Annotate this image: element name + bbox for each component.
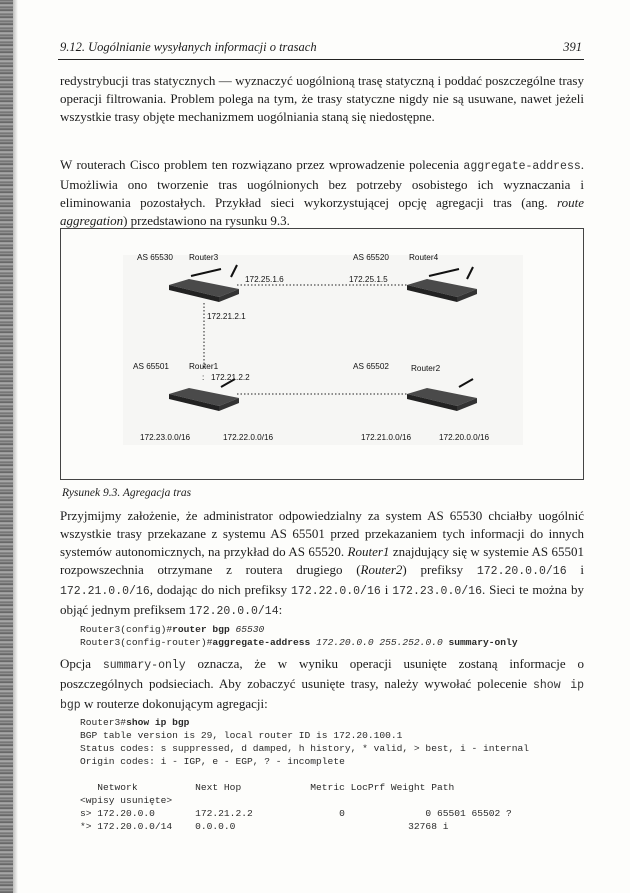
label-ip-router3-top: 172.25.1.6 — [245, 275, 284, 284]
label-as65530: AS 65530 — [137, 253, 173, 262]
label-net-172-21: 172.21.0.0/16 — [361, 433, 412, 442]
prefix: 172.22.0.0/16 — [291, 585, 381, 598]
prefix: 172.23.0.0/16 — [392, 585, 482, 598]
code-line: BGP table version is 29, local router ID is 172.20.100.1 — [80, 730, 403, 741]
code-line: *> 172.20.0.0/14 0.0.0.0 32768 i — [80, 821, 449, 832]
text: oznacza, że w wyniku operacji usunięte zostaną informacje o poszczególnych podsieciach. Aby zobaczyć usunięte trasy, należy wywołać polecenie — [60, 656, 584, 691]
label-ip-router1-up: 172.21.2.2 — [211, 373, 250, 382]
inline-command: summary-only — [102, 659, 186, 672]
network-diagram — [60, 228, 584, 480]
code-block-show-bgp — [80, 716, 529, 833]
page-number: 391 — [563, 40, 582, 54]
text: ) prefiksy — [402, 562, 477, 577]
book-binding-edge — [0, 0, 13, 893]
text: i — [566, 562, 584, 577]
figure-caption: Rysunek 9.3. Agregacja tras — [62, 487, 192, 499]
code-line: Router3(config-router)#aggregate-address 172.20.0.0 255.252.0.0 summary-only — [80, 637, 518, 648]
label-as65520: AS 65520 — [353, 253, 389, 262]
paragraph-3 — [60, 507, 584, 621]
label-router4: Router4 — [409, 253, 439, 262]
inline-command: show ip bgp — [60, 679, 585, 712]
inline-term: route aggregation — [60, 195, 584, 228]
code-line: s> 172.20.0.0 172.21.2.2 0 0 65501 65502 ? — [80, 808, 512, 819]
text: w routerze dokonującym agregacji: — [80, 696, 268, 711]
code-line: <wpisy usunięte> — [80, 795, 173, 806]
text: . Umożliwia ono tworzenie tras uogólnionych bez potrzeby osobistego ich wyznaczania i eliminowania pozostałych. Przykład sieci wykorzystującej opcję agregacji tras (ang. — [60, 157, 584, 210]
code-line: Network Next Hop Metric LocPrf Weight Path — [80, 782, 455, 793]
section-title: 9.12. Uogólnianie wysyłanych informacji o trasach — [60, 40, 317, 54]
code-block-config — [80, 623, 518, 649]
label-net-172-20: 172.20.0.0/16 — [439, 433, 490, 442]
inline-command: aggregate-address — [463, 160, 581, 173]
text: W routerach Cisco problem ten rozwiązano przez wprowadzenie polecenia — [60, 157, 464, 172]
label-router3: Router3 — [189, 253, 219, 262]
label-ip-router3-down: 172.21.2.1 — [207, 312, 246, 321]
text: : — [278, 602, 283, 617]
text: ) przedstawiono na rysunku 9.3. — [123, 213, 290, 228]
router-name: Router2 — [360, 562, 403, 577]
code-line: Origin codes: i - IGP, e - EGP, ? - incomplete — [80, 756, 345, 767]
text: , dodając do nich prefiksy — [149, 582, 292, 597]
code-line: Router3(config)#router bgp 65530 — [80, 624, 265, 635]
router-name: Router1 — [347, 544, 390, 559]
label-as65502: AS 65502 — [353, 362, 389, 371]
paragraph-2 — [60, 156, 584, 230]
code-line: Status codes: s suppressed, d damped, h history, * valid, > best, i - internal — [80, 743, 530, 754]
label-router1: Router1 — [189, 362, 219, 371]
header-rule — [58, 59, 584, 60]
text: znajdujący się w systemie AS 65501 rozpowszechnia otrzymane z routera drugiego ( — [60, 544, 584, 577]
diagram-canvas — [61, 229, 583, 479]
text: Opcja — [60, 656, 103, 671]
prefix: 172.20.0.0/16 — [476, 565, 567, 578]
paragraph-1: redystrybucji tras statycznych — wyznaczyć uogólnioną trasę statyczną i poddać poszczególne trasy operacji filtrowania. Problem polega na tym, że trasy statyczne nigdy nie są usuwane, nawet jeżeli wszystkie trasy objęte mechanizmem uogólniania staną się niedostępne. — [60, 73, 584, 124]
running-header — [60, 40, 582, 58]
paragraph-4 — [60, 655, 584, 715]
label-ip-router4-top: 172.25.1.5 — [349, 275, 388, 284]
prefix: 172.21.0.0/16 — [60, 585, 150, 598]
label-colon: : — [202, 373, 205, 382]
code-line — [80, 768, 529, 781]
text: i — [380, 582, 393, 597]
label-net-172-22: 172.22.0.0/16 — [223, 433, 274, 442]
label-router2: Router2 — [411, 364, 441, 373]
prefix: 172.20.0.0/14 — [188, 605, 279, 618]
text: Przyjmijmy założenie, że administrator odpowiedzialny za system AS 65530 chciałby uogólnić wszystkie trasy przekazane z systemu AS 65501 przed przekazaniem tych informacji do innych systemów autonomicznych, na przykład do AS 65520. — [60, 508, 584, 559]
label-net-172-23: 172.23.0.0/16 — [140, 433, 191, 442]
code-line: Router3#show ip bgp — [80, 717, 190, 728]
label-as65501: AS 65501 — [133, 362, 169, 371]
text: . Sieci te można by objąć jednym prefiksem — [60, 582, 584, 617]
